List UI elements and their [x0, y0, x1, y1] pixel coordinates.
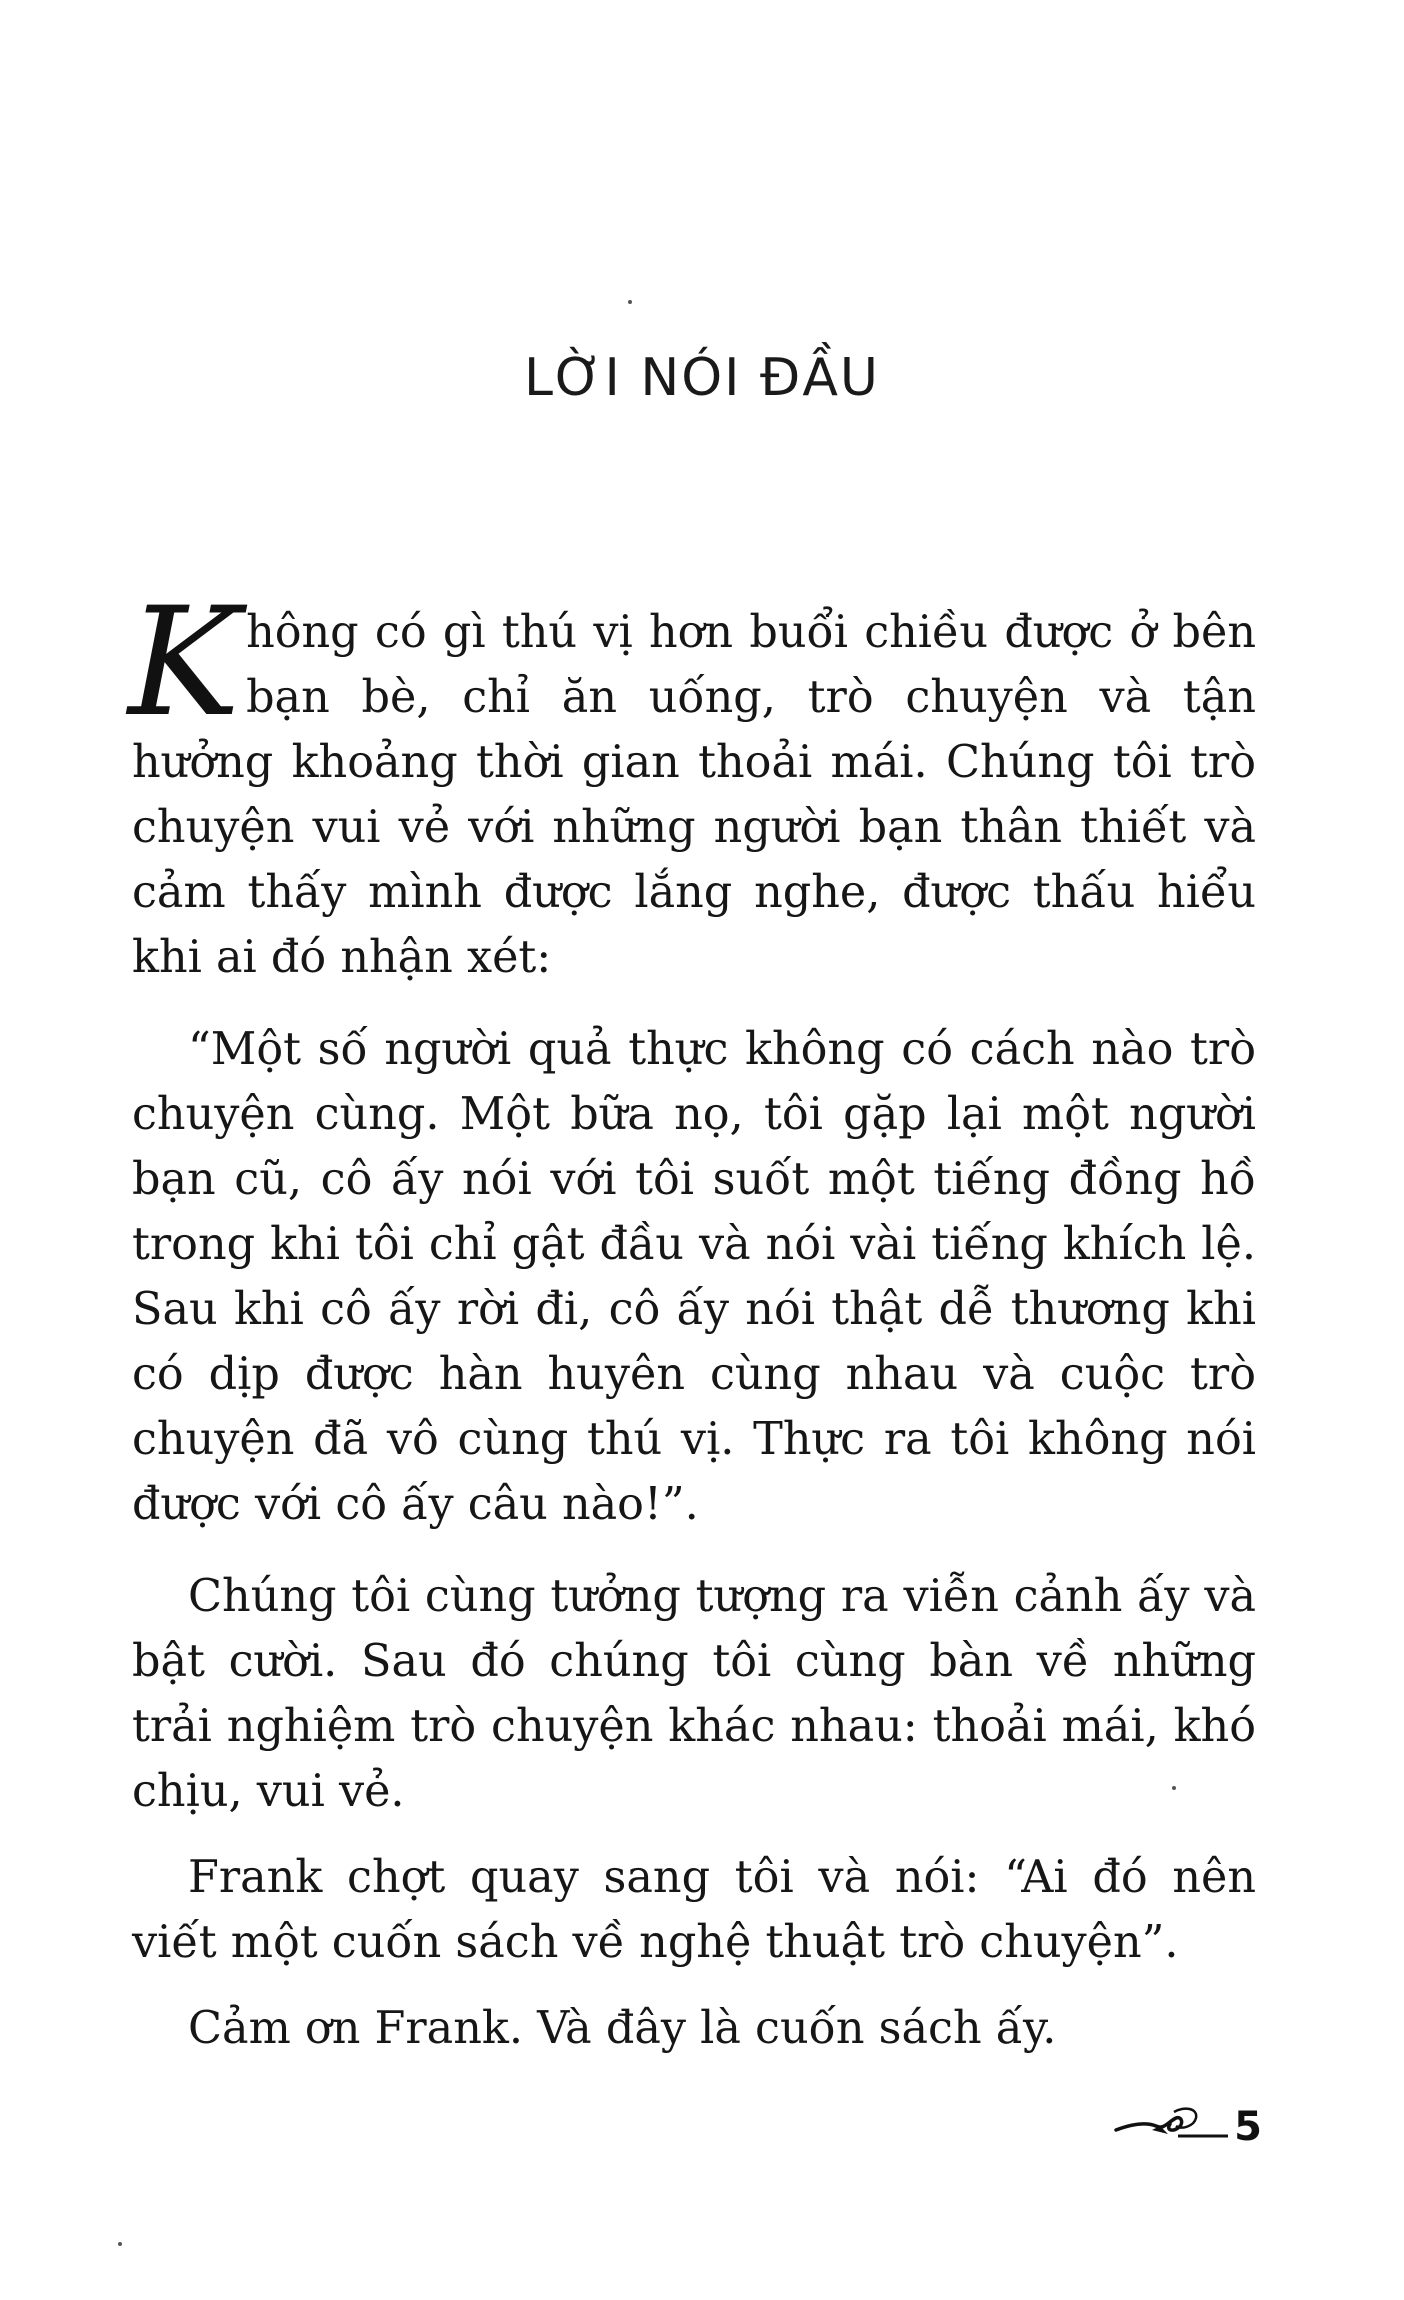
- page-footer: [1112, 2100, 1262, 2150]
- paragraph-1-text: hông có gì thú vị hơn buổi chiều được ở bên bạn bè, chỉ ăn uống, trò chuyện và tận hưởng khoảng thời gian thoải mái. Chúng tôi trò chuyện vui vẻ với những người bạn thân thiết và cảm thấy mình được lắng nghe, được thấu hiểu khi ai đó nhận xét:: [132, 607, 1256, 983]
- paragraph-2: “Một số người quả thực không có cách nào trò chuyện cùng. Một bữa nọ, tôi gặp lại một người bạn cũ, cô ấy nói với tôi suốt một tiếng đồng hồ trong khi tôi chỉ gật đầu và nói vài tiếng khích lệ. Sau khi cô ấy rời đi, cô ấy nói thật dễ thương khi có dịp được hàn huyên cùng nhau và cuộc trò chuyện đã vô cùng thú vị. Thực ra tôi không nói được với cô ấy câu nào!”.: [132, 1024, 1256, 1530]
- page-number: 5: [1234, 2104, 1262, 2150]
- chapter-heading: LỜI NÓI ĐẦU: [524, 348, 880, 408]
- scan-speck: [118, 2242, 122, 2246]
- paragraph-5: Cảm ơn Frank. Và đây là cuốn sách ấy.: [188, 2003, 1057, 2054]
- scan-speck: [1172, 1786, 1176, 1790]
- paragraph-4: Frank chợt quay sang tôi và nói: “Ai đó nên viết một cuốn sách về nghệ thuật trò chuyện”.: [132, 1852, 1256, 1968]
- paragraph-1: [128, 576, 1256, 990]
- paragraph-3: Chúng tôi cùng tưởng tượng ra viễn cảnh ấy và bật cười. Sau đó chúng tôi cùng bàn về những trải nghiệm trò chuyện khác nhau: thoải mái, khó chịu, vui vẻ.: [132, 1571, 1256, 1817]
- scan-speck: [628, 300, 632, 304]
- body-text: [128, 576, 1256, 2061]
- pen-flourish-icon: [1112, 2100, 1232, 2147]
- drop-cap: K: [128, 576, 241, 750]
